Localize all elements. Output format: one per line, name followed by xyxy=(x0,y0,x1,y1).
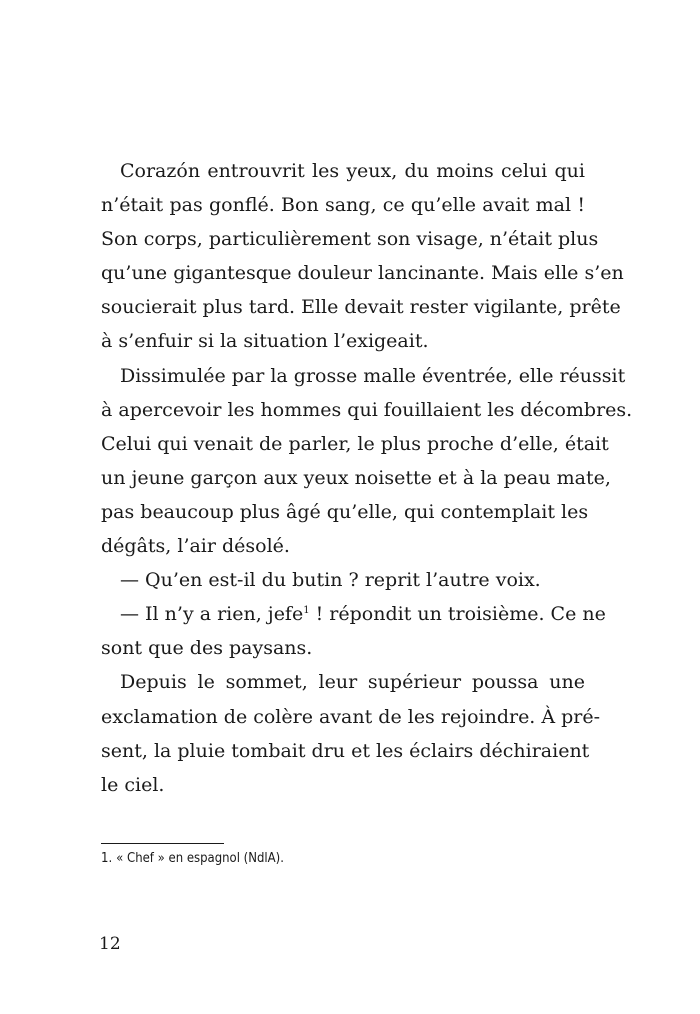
footnote-reference[interactable]: 1 xyxy=(303,605,310,617)
text-line: le ciel. xyxy=(101,773,165,796)
text-line: Celui qui venait de parler, le plus proche d’elle, était xyxy=(101,432,609,455)
footnote xyxy=(101,850,284,868)
text-line: qu’une gigantesque douleur lancinante. Mais elle s’en xyxy=(101,262,624,285)
footnote-text: « Chef » en espagnol (NdlA). xyxy=(116,851,284,866)
dialogue-text: — Il n’y a rien, jefe xyxy=(120,603,304,626)
text-line: dégâts, l’air désolé. xyxy=(101,535,290,558)
page-number: 12 xyxy=(99,934,121,954)
text-line: pas beaucoup plus âgé qu’elle, qui contemplait les xyxy=(101,500,589,523)
text-line: soucierait plus tard. Elle devait rester vigilante, prête xyxy=(101,296,621,319)
dialogue-text: ! répondit un troisième. Ce ne xyxy=(309,603,606,626)
footnote-separator xyxy=(101,843,224,844)
text-line: Son corps, particulièrement son visage, n’était plus xyxy=(101,228,599,251)
text-line: Depuis le sommet, leur supérieur poussa une xyxy=(120,671,585,694)
text-line: sont que des paysans. xyxy=(101,637,313,660)
text-line: sent, la pluie tombait dru et les éclairs déchiraient xyxy=(101,739,590,762)
text-line: exclamation de colère avant de les rejoindre. À pré- xyxy=(101,705,601,728)
text-line: un jeune garçon aux yeux noisette et à la peau mate, xyxy=(101,466,611,489)
dialogue-line: — Qu’en est-il du butin ? reprit l’autre voix. xyxy=(120,569,541,592)
dialogue-line xyxy=(101,597,606,631)
text-line: n’était pas gonflé. Bon sang, ce qu’elle avait mal ! xyxy=(101,194,585,217)
text-line: à apercevoir les hommes qui fouillaient les décombres. xyxy=(101,398,633,421)
text-line: Corazón entrouvrit les yeux, du moins celui qui xyxy=(120,160,585,182)
text-line: à s’enfuir si la situation l’exigeait. xyxy=(101,330,429,353)
footnote-number: 1. xyxy=(101,851,113,866)
text-line: Dissimulée par la grosse malle éventrée, elle réussit xyxy=(120,364,626,387)
body-text xyxy=(101,154,633,802)
